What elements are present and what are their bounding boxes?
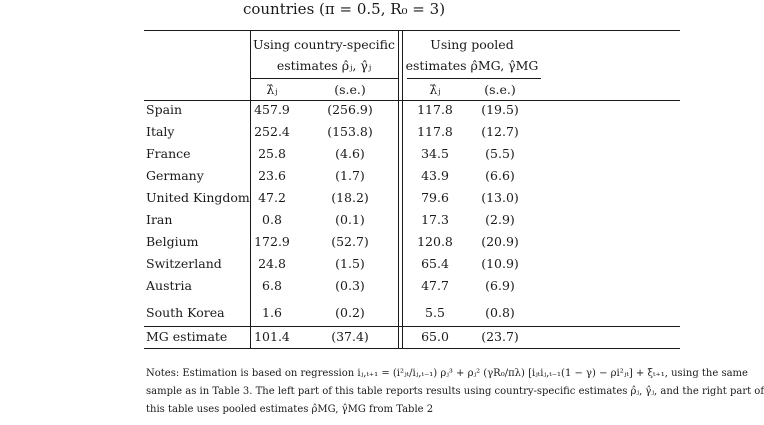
cell-se-right: (6.9) — [485, 278, 515, 293]
cell-se-right: (2.9) — [485, 212, 515, 227]
left-group-header-line2: estimates ρ̂ⱼ, γ̂ⱼ — [276, 58, 372, 73]
rule-bottom — [144, 348, 680, 349]
rule-top — [144, 30, 680, 31]
rule-vertical-double-b — [402, 30, 403, 348]
cell-se-left: (256.9) — [327, 102, 373, 117]
cell-lambda-right: 117.8 — [417, 124, 453, 139]
rule-vertical-left — [250, 30, 251, 348]
table-caption: countries (π = 0.5, R₀ = 3) — [242, 0, 446, 18]
row-label: Italy — [146, 124, 175, 139]
cell-lambda-right: 47.7 — [421, 278, 449, 293]
rule-left-group-under — [251, 78, 398, 79]
cell-lambda-left: 6.8 — [262, 278, 282, 293]
row-label: Germany — [146, 168, 204, 183]
cell-lambda-left: 25.8 — [258, 146, 286, 161]
row-label: South Korea — [146, 305, 225, 320]
cell-lambda-right: 34.5 — [421, 146, 449, 161]
cell-se-left: (0.3) — [335, 278, 365, 293]
rule-before-mg — [144, 326, 680, 327]
col-header-lambda-right: λ̂ⱼ — [429, 82, 441, 97]
cell-lambda-left: 457.9 — [254, 102, 290, 117]
cell-se-right: (10.9) — [481, 256, 519, 271]
cell-se-left: (153.8) — [327, 124, 373, 139]
cell-lambda-left: 23.6 — [258, 168, 286, 183]
right-group-header-line2: estimates ρ̂MG, γ̂MG — [405, 58, 539, 73]
cell-se-right: (0.8) — [485, 305, 515, 320]
col-header-se-left: (s.e.) — [334, 82, 366, 97]
cell-se-left: (52.7) — [331, 234, 369, 249]
notes-line-1: Notes: Estimation is based on regression iⱼ,ₜ₊₁ = (i²ⱼₜ/iⱼ,ₜ₋₁) ρⱼ³ + ρⱼ² (γR₀/πλ) [iⱼₜiⱼ,ₜ₋₁(1 − γ) − ρi²ⱼₜ] + ξₜ₊₁, using the same — [146, 368, 748, 379]
cell-se-left: (4.6) — [335, 146, 365, 161]
cell-lambda-right: 5.5 — [425, 305, 445, 320]
row-label: Spain — [146, 102, 183, 117]
cell-lambda-right: 79.6 — [421, 190, 449, 205]
row-label: France — [146, 146, 191, 161]
rule-right-group-under — [407, 78, 541, 79]
cell-se-left: (18.2) — [331, 190, 369, 205]
cell-lambda-left: 47.2 — [258, 190, 286, 205]
rule-header-bottom — [144, 100, 680, 101]
right-group-header-line1: Using pooled — [430, 37, 514, 52]
cell-lambda-left: 252.4 — [254, 124, 290, 139]
cell-lambda-left: 24.8 — [258, 256, 286, 271]
cell-lambda-right: 120.8 — [417, 234, 453, 249]
cell-lambda-left: 172.9 — [254, 234, 290, 249]
cell-se-right: (20.9) — [481, 234, 519, 249]
cell-se-right: (12.7) — [481, 124, 519, 139]
cell-lambda-right: 65.0 — [421, 329, 449, 344]
row-label: Austria — [146, 278, 192, 293]
cell-se-right: (6.6) — [485, 168, 515, 183]
cell-lambda-right: 117.8 — [417, 102, 453, 117]
cell-se-right: (19.5) — [481, 102, 519, 117]
cell-lambda-right: 17.3 — [421, 212, 449, 227]
rule-vertical-double-a — [398, 30, 399, 348]
cell-se-left: (1.7) — [335, 168, 365, 183]
cell-se-right: (13.0) — [481, 190, 519, 205]
col-header-lambda-left: λ̂ⱼ — [266, 82, 278, 97]
row-label: Switzerland — [146, 256, 222, 271]
cell-se-right: (23.7) — [481, 329, 519, 344]
cell-lambda-left: 101.4 — [254, 329, 290, 344]
row-label: Iran — [146, 212, 173, 227]
row-label: MG estimate — [146, 329, 228, 344]
cell-se-right: (5.5) — [485, 146, 515, 161]
cell-lambda-left: 1.6 — [262, 305, 282, 320]
cell-se-left: (0.2) — [335, 305, 365, 320]
left-group-header-line1: Using country-specific — [252, 37, 396, 52]
cell-lambda-right: 65.4 — [421, 256, 449, 271]
cell-se-left: (37.4) — [331, 329, 369, 344]
table-notes — [146, 365, 764, 419]
row-label: United Kingdom — [146, 190, 250, 205]
row-label: Belgium — [146, 234, 199, 249]
notes-line-3: this table uses pooled estimates ρ̂MG, γ̂MG from Table 2 — [146, 404, 434, 415]
cell-lambda-right: 43.9 — [421, 168, 449, 183]
notes-line-2: sample as in Table 3. The left part of this table reports results using country-specific estimates ρ̂ⱼ, γ̂ⱼ, and the right part of — [146, 386, 764, 397]
cell-se-left: (1.5) — [335, 256, 365, 271]
cell-lambda-left: 0.8 — [262, 212, 282, 227]
col-header-se-right: (s.e.) — [484, 82, 516, 97]
cell-se-left: (0.1) — [335, 212, 365, 227]
